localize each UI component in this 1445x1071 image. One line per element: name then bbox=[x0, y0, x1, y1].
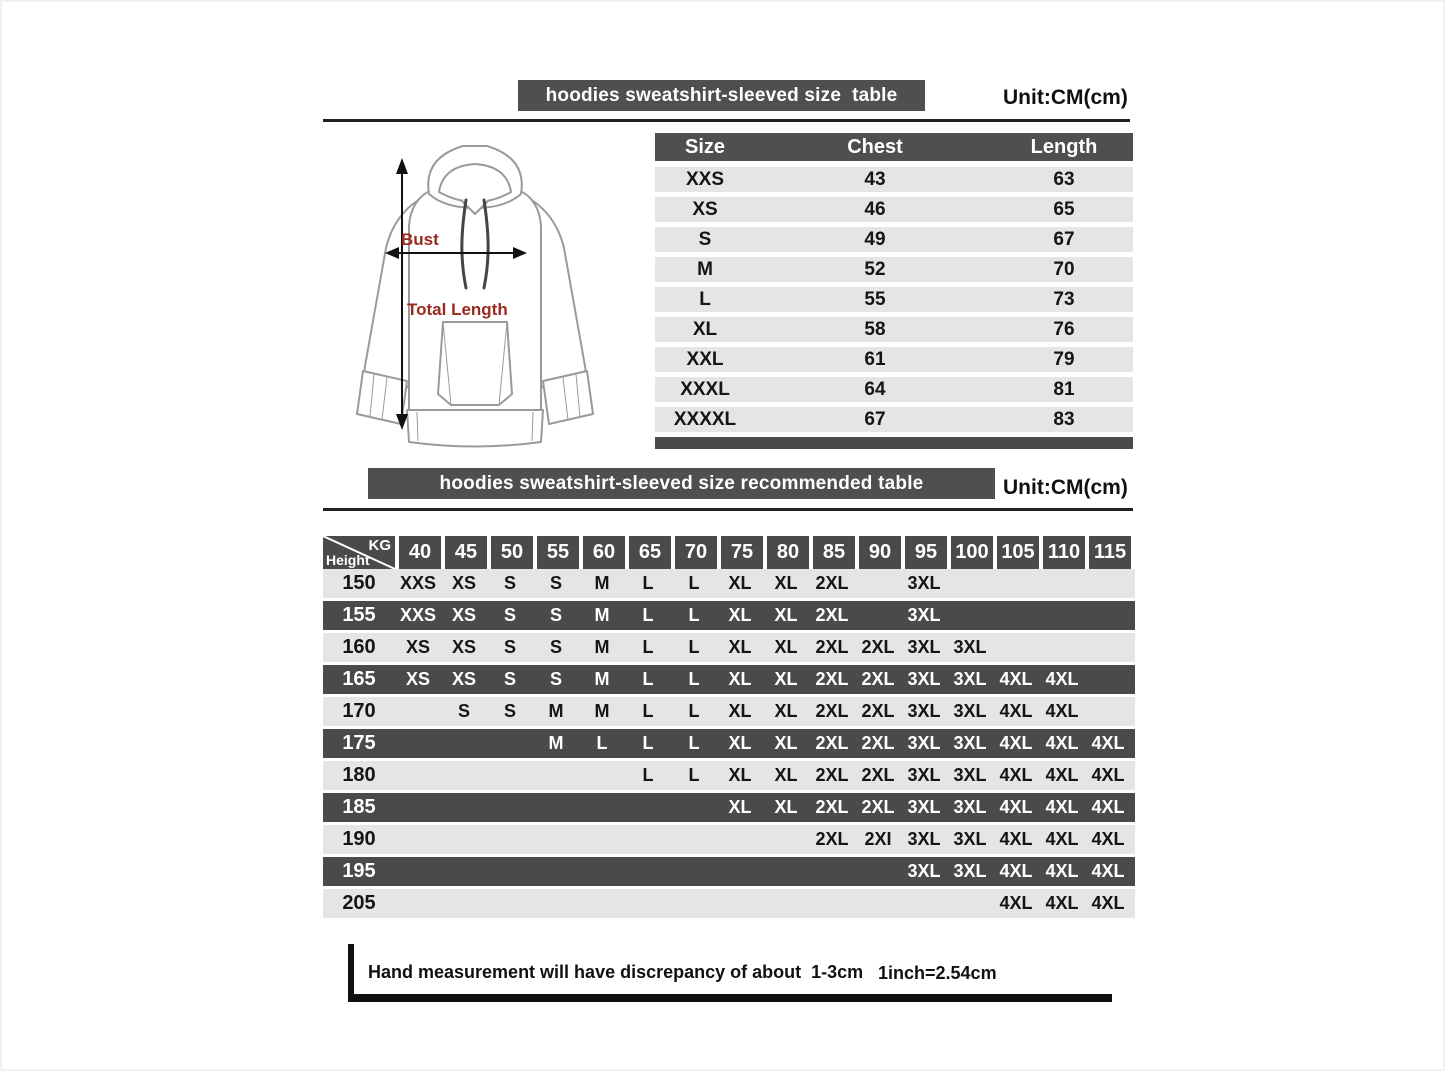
recommended-size-cell: M bbox=[594, 605, 610, 625]
recommended-table-row bbox=[323, 569, 1135, 598]
height-row-label: 165 bbox=[342, 668, 376, 690]
size-table-cell: 81 bbox=[1053, 378, 1075, 400]
recommended-table-header bbox=[323, 536, 1135, 569]
recommended-size-cell: 3XL bbox=[907, 733, 941, 753]
recommended-size-cell: 3XL bbox=[953, 861, 987, 881]
divider-line-middle bbox=[323, 508, 1133, 511]
recommended-table-body bbox=[323, 569, 1135, 918]
recommended-size-cell: L bbox=[688, 573, 700, 593]
recommended-table-row bbox=[323, 729, 1135, 758]
height-row-label: 155 bbox=[342, 604, 376, 626]
recommended-size-cell: 4XL bbox=[999, 733, 1033, 753]
recommended-size-cell: 3XL bbox=[953, 733, 987, 753]
recommended-table-title-bar bbox=[368, 468, 995, 499]
divider-line-top bbox=[323, 119, 1130, 122]
weight-header-cell: 100 bbox=[951, 536, 993, 569]
recommended-size-cell: 2XL bbox=[861, 765, 895, 785]
size-table-cell: XXL bbox=[686, 348, 724, 370]
size-table-cell: 73 bbox=[1053, 288, 1075, 310]
recommended-size-cell: M bbox=[548, 733, 564, 753]
size-table-cell: 55 bbox=[864, 288, 886, 310]
recommended-size-cell: XS bbox=[405, 669, 430, 689]
recommended-size-cell: XL bbox=[728, 733, 752, 753]
recommended-size-cell: 3XL bbox=[953, 701, 987, 721]
size-table-row bbox=[655, 197, 1133, 222]
size-table-cell: XXXXL bbox=[673, 408, 737, 430]
recommended-size-cell: M bbox=[594, 637, 610, 657]
recommended-size-cell: 2XL bbox=[815, 573, 849, 593]
recommended-size-cell: 3XL bbox=[907, 701, 941, 721]
height-row-label: 170 bbox=[342, 700, 376, 722]
recommended-size-cell: 2XI bbox=[864, 829, 892, 849]
recommended-size-cell: M bbox=[548, 701, 564, 721]
recommended-size-cell: 3XL bbox=[953, 829, 987, 849]
size-table-body bbox=[655, 167, 1133, 437]
recommended-size-cell: XL bbox=[774, 733, 798, 753]
recommended-size-cell: XL bbox=[774, 573, 798, 593]
height-row-label: 185 bbox=[342, 796, 376, 818]
size-table-row bbox=[655, 317, 1133, 342]
recommended-size-cell: 3XL bbox=[953, 765, 987, 785]
recommended-size-cell: S bbox=[457, 701, 470, 721]
recommended-table-row bbox=[323, 825, 1135, 854]
size-table-header bbox=[655, 133, 1133, 161]
kg-height-corner-cell bbox=[323, 536, 395, 569]
recommended-size-cell: 2XL bbox=[861, 701, 895, 721]
total-length-label: Total Length bbox=[407, 300, 508, 319]
recommended-size-cell: 3XL bbox=[907, 797, 941, 817]
size-table-cell: 63 bbox=[1053, 168, 1075, 190]
recommended-size-cell: 4XL bbox=[1091, 797, 1125, 817]
recommended-size-cell: M bbox=[594, 669, 610, 689]
weight-header-cell: 115 bbox=[1089, 536, 1131, 569]
recommended-table-row bbox=[323, 697, 1135, 726]
recommended-size-cell: 2XL bbox=[815, 605, 849, 625]
recommended-size-cell: 4XL bbox=[999, 701, 1033, 721]
recommended-size-cell: 2XL bbox=[861, 637, 895, 657]
size-table-cell: 61 bbox=[864, 348, 886, 370]
recommended-size-cell: L bbox=[688, 701, 700, 721]
recommended-size-cell: 3XL bbox=[907, 573, 941, 593]
recommended-size-cell: 3XL bbox=[907, 765, 941, 785]
recommended-size-cell: L bbox=[688, 765, 700, 785]
recommended-size-cell: 4XL bbox=[999, 669, 1033, 689]
size-table-title: hoodies sweatshirt-sleeved size table bbox=[545, 84, 898, 106]
recommended-size-cell: XXS bbox=[399, 573, 437, 593]
recommended-size-cell: S bbox=[503, 637, 516, 657]
size-table-cell: XL bbox=[692, 318, 718, 340]
recommended-table-row bbox=[323, 665, 1135, 694]
recommended-size-cell: 4XL bbox=[1045, 893, 1079, 913]
kg-axis-label: KG bbox=[368, 537, 391, 554]
recommended-size-cell: 4XL bbox=[1045, 765, 1079, 785]
weight-header-cell: 80 bbox=[767, 536, 809, 569]
recommended-size-cell: 4XL bbox=[1045, 861, 1079, 881]
recommended-size-cell: XL bbox=[774, 605, 798, 625]
recommended-size-cell: 4XL bbox=[999, 861, 1033, 881]
recommended-size-cell: 4XL bbox=[1091, 893, 1125, 913]
recommended-size-cell: M bbox=[594, 701, 610, 721]
recommended-size-cell: 4XL bbox=[1045, 829, 1079, 849]
recommended-size-cell: L bbox=[642, 637, 654, 657]
recommended-size-cell: 4XL bbox=[1045, 733, 1079, 753]
recommended-size-cell: 2XL bbox=[815, 733, 849, 753]
recommended-size-cell: L bbox=[688, 733, 700, 753]
hoodie-measurement-diagram bbox=[335, 138, 615, 460]
weight-header-cell: 40 bbox=[399, 536, 441, 569]
weight-header-cell: 70 bbox=[675, 536, 717, 569]
recommended-size-cell: L bbox=[688, 637, 700, 657]
size-table-cell: 49 bbox=[864, 228, 886, 250]
size-table-cell: XXXL bbox=[680, 378, 730, 400]
weight-header-cell: 45 bbox=[445, 536, 487, 569]
weight-header-cell: 55 bbox=[537, 536, 579, 569]
recommended-size-cell: XL bbox=[728, 765, 752, 785]
recommended-size-cell: L bbox=[642, 669, 654, 689]
recommended-size-cell: S bbox=[549, 573, 562, 593]
recommended-size-cell: L bbox=[596, 733, 608, 753]
weight-header-cell: 85 bbox=[813, 536, 855, 569]
size-table-row bbox=[655, 377, 1133, 402]
recommended-size-cell: 2XL bbox=[815, 797, 849, 817]
recommended-size-cell: 3XL bbox=[907, 829, 941, 849]
footer-bottom-bar bbox=[348, 994, 1112, 1002]
recommended-size-cell: 4XL bbox=[999, 797, 1033, 817]
recommended-size-cell: XL bbox=[774, 765, 798, 785]
recommended-size-cell: L bbox=[642, 573, 654, 593]
size-table-cell: XXS bbox=[685, 168, 725, 190]
size-table-cell: 79 bbox=[1053, 348, 1075, 370]
weight-header-cell: 95 bbox=[905, 536, 947, 569]
recommended-size-cell: 4XL bbox=[1045, 701, 1079, 721]
recommended-size-cell: XL bbox=[774, 701, 798, 721]
recommended-size-cell: 3XL bbox=[953, 637, 987, 657]
weight-header-cell: 50 bbox=[491, 536, 533, 569]
size-table-row bbox=[655, 287, 1133, 312]
recommended-table-title: hoodies sweatshirt-sleeved size recommended table bbox=[439, 472, 924, 494]
recommended-size-cell: 2XL bbox=[861, 797, 895, 817]
recommended-size-cell: S bbox=[503, 573, 516, 593]
recommended-size-cell: XL bbox=[774, 637, 798, 657]
recommended-size-cell: XS bbox=[405, 637, 430, 657]
recommended-size-cell: 2XL bbox=[815, 669, 849, 689]
recommended-size-cell: 4XL bbox=[1045, 669, 1079, 689]
recommended-size-cell: 4XL bbox=[999, 829, 1033, 849]
recommended-size-cell: 4XL bbox=[1091, 861, 1125, 881]
recommended-size-cell: 2XL bbox=[815, 829, 849, 849]
size-table-row bbox=[655, 167, 1133, 192]
size-table-cell: 65 bbox=[1053, 198, 1075, 220]
size-table-cell: 52 bbox=[864, 258, 886, 280]
length-column-header: Length bbox=[1030, 135, 1098, 158]
recommended-size-table bbox=[323, 536, 1135, 921]
recommended-size-cell: 3XL bbox=[953, 669, 987, 689]
height-row-label: 205 bbox=[342, 892, 376, 914]
recommended-size-cell: XL bbox=[728, 573, 752, 593]
size-column-header: Size bbox=[684, 135, 726, 158]
weight-header-cell: 60 bbox=[583, 536, 625, 569]
size-table-row bbox=[655, 227, 1133, 252]
size-table-row bbox=[655, 257, 1133, 282]
size-table-cell: 83 bbox=[1053, 408, 1075, 430]
recommended-table-row bbox=[323, 633, 1135, 662]
recommended-size-cell: L bbox=[642, 765, 654, 785]
recommended-size-cell: 2XL bbox=[861, 733, 895, 753]
size-table-cell: 67 bbox=[864, 408, 886, 430]
size-table-unit-label: Unit:CM(cm) bbox=[1003, 86, 1128, 109]
size-table-cell: 43 bbox=[864, 168, 886, 190]
recommended-table-row bbox=[323, 761, 1135, 790]
weight-header-cell: 110 bbox=[1043, 536, 1085, 569]
size-table-cell: 70 bbox=[1053, 258, 1075, 280]
size-table-row bbox=[655, 347, 1133, 372]
weight-header-cells bbox=[399, 536, 1135, 569]
height-row-label: 195 bbox=[342, 860, 376, 882]
recommended-size-cell: XS bbox=[451, 669, 476, 689]
weight-header-cell: 75 bbox=[721, 536, 763, 569]
recommended-size-cell: S bbox=[503, 669, 516, 689]
recommended-size-cell: 3XL bbox=[907, 669, 941, 689]
recommended-size-cell: 2XL bbox=[815, 765, 849, 785]
recommended-size-cell: S bbox=[549, 637, 562, 657]
recommended-size-cell: 4XL bbox=[1091, 829, 1125, 849]
height-row-label: 150 bbox=[342, 572, 376, 594]
height-row-label: 190 bbox=[342, 828, 376, 850]
recommended-size-cell: M bbox=[594, 573, 610, 593]
chest-column-header: Chest bbox=[847, 135, 903, 158]
recommended-size-cell: XS bbox=[451, 605, 476, 625]
recommended-size-cell: XS bbox=[451, 637, 476, 657]
weight-header-cell: 105 bbox=[997, 536, 1039, 569]
recommended-size-cell: 4XL bbox=[999, 893, 1033, 913]
recommended-size-cell: 3XL bbox=[907, 637, 941, 657]
recommended-size-cell: 4XL bbox=[1045, 797, 1079, 817]
measurement-discrepancy-note: Hand measurement will have discrepancy of about 1-3cm bbox=[368, 962, 864, 982]
size-table-bottom-bar bbox=[655, 437, 1133, 449]
bust-label: Bust bbox=[401, 230, 439, 249]
recommended-table-row bbox=[323, 857, 1135, 886]
recommended-size-cell: 2XL bbox=[815, 701, 849, 721]
recommended-size-cell: 4XL bbox=[1091, 765, 1125, 785]
recommended-size-cell: 4XL bbox=[999, 765, 1033, 785]
recommended-size-cell: L bbox=[688, 605, 700, 625]
recommended-size-cell: S bbox=[549, 669, 562, 689]
recommended-size-cell: 3XL bbox=[907, 861, 941, 881]
height-row-label: 160 bbox=[342, 636, 376, 658]
weight-header-cell: 90 bbox=[859, 536, 901, 569]
recommended-size-cell: XL bbox=[774, 797, 798, 817]
recommended-size-cell: XL bbox=[774, 669, 798, 689]
recommended-size-cell: XXS bbox=[399, 605, 437, 625]
recommended-size-cell: XL bbox=[728, 797, 752, 817]
recommended-table-row bbox=[323, 793, 1135, 822]
height-row-label: 175 bbox=[342, 732, 376, 754]
size-table-cell: L bbox=[699, 288, 711, 310]
recommended-table-unit-label: Unit:CM(cm) bbox=[1003, 476, 1128, 499]
recommended-size-cell: 2XL bbox=[861, 669, 895, 689]
recommended-size-cell: 2XL bbox=[815, 637, 849, 657]
recommended-size-cell: L bbox=[642, 733, 654, 753]
size-table-cell: 76 bbox=[1053, 318, 1075, 340]
size-table-cell: 64 bbox=[864, 378, 886, 400]
size-table-cell: M bbox=[697, 258, 713, 280]
recommended-size-cell: L bbox=[688, 669, 700, 689]
recommended-size-cell: XL bbox=[728, 605, 752, 625]
recommended-table-row bbox=[323, 601, 1135, 630]
hoodie-outline bbox=[357, 146, 593, 447]
recommended-size-cell: 3XL bbox=[953, 797, 987, 817]
recommended-table-row bbox=[323, 889, 1135, 918]
recommended-size-cell: L bbox=[642, 605, 654, 625]
height-row-label: 180 bbox=[342, 764, 376, 786]
recommended-size-cell: 4XL bbox=[1091, 733, 1125, 753]
recommended-size-cell: XL bbox=[728, 637, 752, 657]
weight-header-cell: 65 bbox=[629, 536, 671, 569]
size-table-row bbox=[655, 407, 1133, 432]
recommended-size-cell: S bbox=[503, 701, 516, 721]
height-axis-label: Height bbox=[326, 552, 370, 568]
size-table-cell: XS bbox=[692, 198, 718, 220]
recommended-size-cell: XS bbox=[451, 573, 476, 593]
recommended-size-cell: S bbox=[503, 605, 516, 625]
recommended-size-cell: S bbox=[549, 605, 562, 625]
recommended-size-cell: L bbox=[642, 701, 654, 721]
recommended-size-cell: 3XL bbox=[907, 605, 941, 625]
size-table-cell: 58 bbox=[864, 318, 886, 340]
recommended-size-cell: XL bbox=[728, 701, 752, 721]
recommended-size-cell: XL bbox=[728, 669, 752, 689]
size-table-cell: S bbox=[698, 228, 712, 250]
size-table-cell: 46 bbox=[864, 198, 886, 220]
size-table-cell: 67 bbox=[1053, 228, 1075, 250]
footer-left-bar bbox=[348, 944, 354, 1001]
size-table-title-bar bbox=[518, 80, 925, 111]
inch-conversion-note: 1inch=2.54cm bbox=[878, 963, 997, 983]
